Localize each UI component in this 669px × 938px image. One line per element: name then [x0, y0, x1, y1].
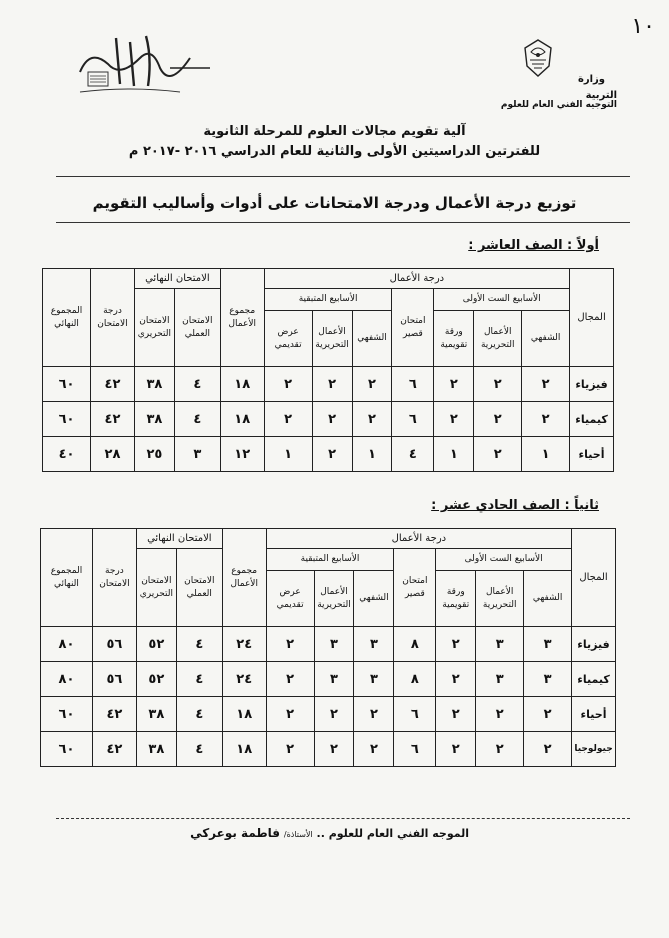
value-cell: ٣	[476, 662, 524, 697]
page-number: ١٠	[631, 14, 655, 39]
value-cell: ٢	[312, 437, 352, 472]
grade-11-table	[40, 528, 616, 767]
value-cell: ٢٤	[222, 662, 266, 697]
value-cell: ٢	[264, 402, 312, 437]
value-cell: ١٨	[222, 732, 266, 767]
value-cell: ٥٦	[92, 662, 136, 697]
value-cell: ١٨	[220, 402, 264, 437]
department-name: التوجيه الفني العام للعلوم	[500, 100, 617, 110]
header-practical-exam: الامتحان العملي	[174, 289, 220, 367]
value-cell: ١٨	[220, 367, 264, 402]
header-final-total: المجموع النهائي	[43, 269, 91, 367]
value-cell: ٢	[476, 732, 524, 767]
value-cell: ٢	[314, 732, 354, 767]
document-titles	[0, 122, 669, 162]
header-oral-remaining: الشفهي	[352, 311, 392, 367]
state-emblem-icon	[521, 38, 555, 80]
table-row	[41, 662, 616, 697]
header-written-work-remaining: الأعمال التحريرية	[314, 571, 354, 627]
header-first-six-weeks: الأسابيع الست الأولى	[434, 289, 570, 311]
header-remaining-weeks: الأسابيع المتبقية	[264, 289, 392, 311]
value-cell: ٦٠	[41, 697, 93, 732]
header-first-six-weeks: الأسابيع الست الأولى	[436, 549, 572, 571]
value-cell: ٦	[394, 732, 436, 767]
value-cell: ٤٢	[92, 732, 136, 767]
table-row	[41, 627, 616, 662]
header-presentation: عرض تقديمي	[264, 311, 312, 367]
value-cell: ٢	[524, 697, 572, 732]
value-cell: ٢	[522, 402, 570, 437]
value-cell: ١٢	[220, 437, 264, 472]
value-cell: ٤٢	[92, 697, 136, 732]
value-cell: ١	[264, 437, 312, 472]
subject-cell: جيولوجيا	[572, 732, 616, 767]
value-cell: ٢	[476, 697, 524, 732]
value-cell: ٢	[314, 697, 354, 732]
title-line-1: آلية تقويم مجالات العلوم للمرحلة الثانوية	[203, 124, 466, 139]
value-cell: ٤	[176, 627, 222, 662]
value-cell: ٤	[176, 662, 222, 697]
header-written-exam: الامتحان التحريري	[136, 549, 176, 627]
value-cell: ٢	[434, 402, 474, 437]
subject-cell: أحياء	[570, 437, 614, 472]
table-row	[43, 402, 614, 437]
title-line-2: للفترتين الدراسيتين الأولى والثانية للعام الدراسي ٢٠١٦ -٢٠١٧ م	[128, 144, 541, 159]
subject-cell: فيزياء	[572, 627, 616, 662]
value-cell: ٤	[174, 402, 220, 437]
value-cell: ٤	[174, 367, 220, 402]
table-row	[41, 732, 616, 767]
value-cell: ٢	[354, 732, 394, 767]
header-evaluation-paper: ورقة تقويمية	[434, 311, 474, 367]
value-cell: ٦٠	[43, 367, 91, 402]
value-cell: ٢٥	[134, 437, 174, 472]
grade-10-table	[42, 268, 614, 472]
value-cell: ٣٨	[134, 402, 174, 437]
table-row	[43, 367, 614, 402]
section-heading-grade-11: ثانياً : الصف الحادي عشر :	[431, 498, 599, 513]
value-cell: ٣	[524, 662, 572, 697]
value-cell: ٣	[476, 627, 524, 662]
value-cell: ٢	[266, 662, 314, 697]
ministry-header	[477, 38, 617, 118]
value-cell: ٢	[474, 402, 522, 437]
value-cell: ٣٨	[134, 367, 174, 402]
value-cell: ٢	[266, 627, 314, 662]
value-cell: ٢	[436, 697, 476, 732]
value-cell: ٦٠	[43, 402, 91, 437]
value-cell: ٢	[474, 437, 522, 472]
value-cell: ١٨	[222, 697, 266, 732]
value-cell: ٨٠	[41, 662, 93, 697]
value-cell: ٦	[392, 367, 434, 402]
value-cell: ٢٤	[222, 627, 266, 662]
header-field: المجال	[570, 269, 614, 367]
value-cell: ٣	[174, 437, 220, 472]
value-cell: ٢	[266, 732, 314, 767]
value-cell: ١	[352, 437, 392, 472]
supervisor-title: الموجه الفني العام للعلوم ..	[316, 827, 469, 840]
value-cell: ٣	[354, 662, 394, 697]
value-cell: ٨	[394, 662, 436, 697]
value-cell: ١	[522, 437, 570, 472]
header-work-total: مجموع الأعمال	[222, 529, 266, 627]
header-work-grade: درجة الأعمال	[266, 529, 571, 549]
value-cell: ٤	[392, 437, 434, 472]
table-row	[43, 437, 614, 472]
header-written-work: الأعمال التحريرية	[476, 571, 524, 627]
calligraphy-logo-icon	[60, 28, 220, 108]
signature-line	[190, 826, 469, 840]
header-short-exam: امتحان قصير	[394, 549, 436, 627]
value-cell: ٤٢	[91, 402, 135, 437]
value-cell: ٣	[354, 627, 394, 662]
value-cell: ٢	[436, 732, 476, 767]
header-work-total: مجموع الأعمال	[220, 269, 264, 367]
value-cell: ٢	[436, 662, 476, 697]
subject-cell: كيمياء	[572, 662, 616, 697]
value-cell: ٢	[436, 627, 476, 662]
title-divider-top	[56, 176, 630, 177]
value-cell: ٢	[474, 367, 522, 402]
value-cell: ٣٨	[136, 697, 176, 732]
value-cell: ٤٠	[43, 437, 91, 472]
value-cell: ٣	[314, 662, 354, 697]
header-written-work-remaining: الأعمال التحريرية	[312, 311, 352, 367]
value-cell: ٢	[312, 402, 352, 437]
value-cell: ٥٦	[92, 627, 136, 662]
value-cell: ٢	[522, 367, 570, 402]
header-written-exam: الامتحان التحريري	[134, 289, 174, 367]
value-cell: ٨	[394, 627, 436, 662]
header-evaluation-paper: ورقة تقويمية	[436, 571, 476, 627]
supervisor-name: فاطمة بوعركي	[190, 826, 281, 840]
footer-divider	[56, 818, 630, 819]
ministry-name: وزارة	[577, 74, 605, 85]
header-practical-exam: الامتحان العملي	[176, 549, 222, 627]
value-cell: ٣٨	[136, 732, 176, 767]
value-cell: ٥٢	[136, 662, 176, 697]
header-field: المجال	[572, 529, 616, 627]
value-cell: ٢	[354, 697, 394, 732]
subject-cell: أحياء	[572, 697, 616, 732]
header-exam-grade: درجة الامتحان	[92, 529, 136, 627]
value-cell: ٤	[176, 697, 222, 732]
value-cell: ٢٨	[91, 437, 135, 472]
ministry-sub-name: التربية	[585, 90, 617, 101]
value-cell: ٢	[352, 367, 392, 402]
subject-cell: فيزياء	[570, 367, 614, 402]
header-final-total: المجموع النهائي	[41, 529, 93, 627]
header-oral: الشفهي	[522, 311, 570, 367]
header-exam-grade: درجة الامتحان	[91, 269, 135, 367]
value-cell: ٢	[266, 697, 314, 732]
value-cell: ٥٢	[136, 627, 176, 662]
value-cell: ٢	[312, 367, 352, 402]
header-oral: الشفهي	[524, 571, 572, 627]
main-title: توزيع درجة الأعمال ودرجة الامتحانات على أدوات وأساليب التقويم	[92, 194, 577, 212]
value-cell: ٢	[352, 402, 392, 437]
value-cell: ٦٠	[41, 732, 93, 767]
value-cell: ٦	[394, 697, 436, 732]
subject-cell: كيمياء	[570, 402, 614, 437]
main-title-block	[0, 186, 669, 220]
value-cell: ٤	[176, 732, 222, 767]
value-cell: ٣	[314, 627, 354, 662]
value-cell: ٦	[392, 402, 434, 437]
table-row	[41, 697, 616, 732]
title-divider-bottom	[56, 222, 630, 223]
header-presentation: عرض تقديمي	[266, 571, 314, 627]
value-cell: ٢	[264, 367, 312, 402]
section-heading-grade-10: أولاً : الصف العاشر :	[468, 238, 599, 253]
header-remaining-weeks: الأسابيع المتبقية	[266, 549, 394, 571]
value-cell: ٤٢	[91, 367, 135, 402]
honorific: الأستاذة/	[283, 830, 313, 839]
header-final-exam: الامتحان النهائي	[134, 269, 220, 289]
value-cell: ١	[434, 437, 474, 472]
header-short-exam: امتحان قصير	[392, 289, 434, 367]
header-final-exam: الامتحان النهائي	[136, 529, 222, 549]
value-cell: ٢	[524, 732, 572, 767]
value-cell: ٣	[524, 627, 572, 662]
header-work-grade: درجة الأعمال	[264, 269, 569, 289]
header-written-work: الأعمال التحريرية	[474, 311, 522, 367]
header-oral-remaining: الشفهي	[354, 571, 394, 627]
value-cell: ٢	[434, 367, 474, 402]
value-cell: ٨٠	[41, 627, 93, 662]
